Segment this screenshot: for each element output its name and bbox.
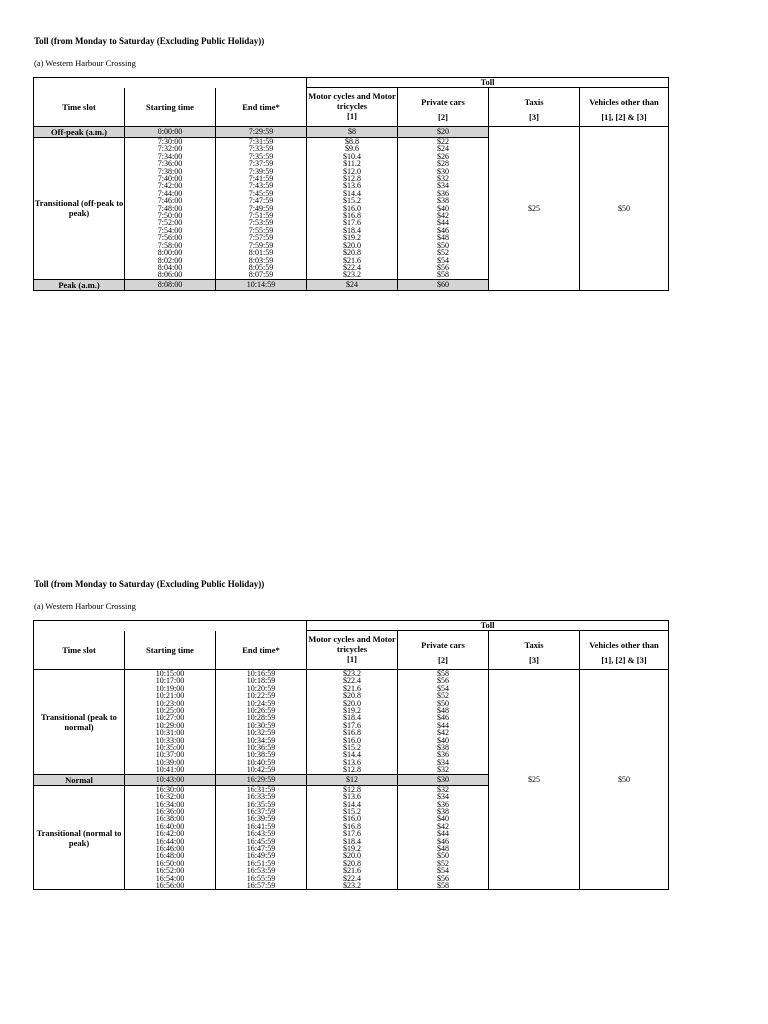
cell-motor: $21.6	[307, 257, 398, 264]
cell-end: 10:36:59	[216, 744, 307, 751]
cell-motor: $13.6	[307, 182, 398, 189]
cell-private: $56	[398, 677, 489, 684]
cell-motor: $19.2	[307, 707, 398, 714]
cell-private: $46	[398, 714, 489, 721]
end-time-header-label: End time*	[242, 101, 280, 112]
table-row	[34, 127, 669, 138]
motor-cycles-header	[307, 631, 398, 670]
cell-end: 16:37:59	[216, 808, 307, 815]
cell-private: $52	[398, 860, 489, 867]
cell-start: 7:50:00	[125, 212, 216, 219]
cell-start: 10:39:00	[125, 759, 216, 766]
private-cars-header-label: Private cars	[421, 639, 465, 650]
cell-motor: $20.8	[307, 249, 398, 256]
cell-start: 10:43:00	[125, 774, 216, 785]
cell-end: 16:33:59	[216, 793, 307, 800]
cell-end: 10:40:59	[216, 759, 307, 766]
cell-end: 7:43:59	[216, 182, 307, 189]
cell-start: 16:48:00	[125, 852, 216, 859]
private-cars-header	[398, 88, 489, 127]
motor-cycles-header-ref: [1]	[347, 654, 357, 664]
cell-private: $50	[398, 242, 489, 249]
header-row	[34, 88, 669, 127]
cell-private: $50	[398, 700, 489, 707]
cell-end: 7:57:59	[216, 234, 307, 241]
cell-start: 10:23:00	[125, 700, 216, 707]
cell-private: $36	[398, 190, 489, 197]
cell-motor: $15.2	[307, 808, 398, 815]
other-vehicles-toll: $50	[580, 127, 669, 291]
cell-private: $34	[398, 793, 489, 800]
cell-start: 10:33:00	[125, 737, 216, 744]
cell-motor: $18.4	[307, 714, 398, 721]
cell-end: 8:03:59	[216, 257, 307, 264]
cell-start: 16:34:00	[125, 801, 216, 808]
cell-private: $56	[398, 875, 489, 882]
time-slot-header	[34, 88, 125, 127]
toll-header: Toll	[307, 78, 669, 88]
toll-table	[33, 77, 669, 291]
cell-private: $32	[398, 785, 489, 793]
motor-cycles-header-ref: [1]	[347, 111, 357, 121]
cell-private: $38	[398, 197, 489, 204]
cell-start: 16:40:00	[125, 823, 216, 830]
cell-motor: $16.8	[307, 729, 398, 736]
cell-start: 16:32:00	[125, 793, 216, 800]
cell-end: 16:45:59	[216, 838, 307, 845]
cell-start: 7:44:00	[125, 190, 216, 197]
cell-start: 16:44:00	[125, 838, 216, 845]
cell-private: $50	[398, 852, 489, 859]
cell-private: $26	[398, 153, 489, 160]
cell-motor: $14.4	[307, 190, 398, 197]
cell-motor: $14.4	[307, 801, 398, 808]
cell-private: $30	[398, 168, 489, 175]
cell-private: $46	[398, 227, 489, 234]
cell-private: $30	[398, 774, 489, 785]
cell-start: 16:50:00	[125, 860, 216, 867]
cell-motor: $23.2	[307, 670, 398, 678]
cell-motor: $10.4	[307, 153, 398, 160]
other-vehicles-header-ref: [1], [2] & [3]	[601, 111, 647, 122]
cell-end: 10:26:59	[216, 707, 307, 714]
cell-motor: $11.2	[307, 160, 398, 167]
cell-start: 8:04:00	[125, 264, 216, 271]
cell-end: 16:41:59	[216, 823, 307, 830]
cell-start: 10:31:00	[125, 729, 216, 736]
cell-start: 10:37:00	[125, 751, 216, 758]
cell-private: $52	[398, 692, 489, 699]
cell-start: 8:08:00	[125, 279, 216, 290]
cell-private: $24	[398, 145, 489, 152]
other-vehicles-header-label: Vehicles other than	[589, 639, 659, 650]
cell-motor: $14.4	[307, 751, 398, 758]
time-slot-label: Transitional (off-peak to peak)	[34, 138, 125, 280]
section-subtitle: (a) Western Harbour Crossing	[34, 601, 136, 611]
cell-motor: $16.0	[307, 815, 398, 822]
cell-end: 16:29:59	[216, 774, 307, 785]
taxi-toll: $25	[489, 670, 580, 890]
cell-start: 10:41:00	[125, 766, 216, 774]
header-row-toll	[34, 621, 669, 631]
end-time-header	[216, 88, 307, 127]
cell-start: 10:15:00	[125, 670, 216, 678]
cell-private: $40	[398, 205, 489, 212]
starting-time-header-label: Starting time	[146, 101, 194, 112]
cell-start: 16:56:00	[125, 882, 216, 890]
cell-private: $48	[398, 707, 489, 714]
cell-motor: $12.8	[307, 766, 398, 774]
cell-motor: $22.4	[307, 875, 398, 882]
cell-start: 16:46:00	[125, 845, 216, 852]
end-time-header	[216, 631, 307, 670]
cell-end: 7:53:59	[216, 219, 307, 226]
cell-end: 7:39:59	[216, 168, 307, 175]
cell-end: 10:34:59	[216, 737, 307, 744]
cell-private: $32	[398, 175, 489, 182]
cell-end: 7:49:59	[216, 205, 307, 212]
taxis-header	[489, 88, 580, 127]
cell-private: $40	[398, 737, 489, 744]
cell-end: 16:49:59	[216, 852, 307, 859]
cell-start: 7:58:00	[125, 242, 216, 249]
cell-end: 16:35:59	[216, 801, 307, 808]
cell-motor: $12	[307, 774, 398, 785]
cell-motor: $17.6	[307, 219, 398, 226]
cell-motor: $21.6	[307, 867, 398, 874]
cell-motor: $22.4	[307, 677, 398, 684]
private-cars-header	[398, 631, 489, 670]
cell-end: 16:43:59	[216, 830, 307, 837]
cell-end: 7:29:59	[216, 127, 307, 138]
cell-motor: $20.0	[307, 242, 398, 249]
cell-private: $22	[398, 138, 489, 146]
toll-header: Toll	[307, 621, 669, 631]
taxis-header-ref: [3]	[529, 654, 539, 665]
cell-end: 10:14:59	[216, 279, 307, 290]
cell-motor: $19.2	[307, 234, 398, 241]
cell-private: $56	[398, 264, 489, 271]
cell-end: 10:16:59	[216, 670, 307, 678]
other-vehicles-header-ref: [1], [2] & [3]	[601, 654, 647, 665]
other-vehicles-header	[580, 88, 669, 127]
cell-end: 10:30:59	[216, 722, 307, 729]
cell-motor: $13.6	[307, 759, 398, 766]
cell-motor: $20.0	[307, 700, 398, 707]
section-title: Toll (from Monday to Saturday (Excluding Public Holiday))	[34, 36, 265, 46]
cell-motor: $12.8	[307, 175, 398, 182]
section-subtitle: (a) Western Harbour Crossing	[34, 58, 136, 68]
cell-motor: $16.8	[307, 212, 398, 219]
table-row	[34, 670, 669, 678]
cell-motor: $19.2	[307, 845, 398, 852]
cell-start: 16:54:00	[125, 875, 216, 882]
cell-end: 7:47:59	[216, 197, 307, 204]
cell-end: 10:28:59	[216, 714, 307, 721]
cell-start: 7:46:00	[125, 197, 216, 204]
private-cars-header-ref: [2]	[438, 654, 448, 665]
time-slot-label: Normal	[34, 774, 125, 785]
cell-private: $28	[398, 160, 489, 167]
cell-end: 7:45:59	[216, 190, 307, 197]
cell-start: 10:29:00	[125, 722, 216, 729]
cell-end: 10:22:59	[216, 692, 307, 699]
cell-start: 10:17:00	[125, 677, 216, 684]
cell-motor: $15.2	[307, 744, 398, 751]
cell-start: 10:19:00	[125, 685, 216, 692]
other-vehicles-header	[580, 631, 669, 670]
cell-private: $42	[398, 823, 489, 830]
cell-private: $60	[398, 279, 489, 290]
cell-private: $20	[398, 127, 489, 138]
header-row	[34, 631, 669, 670]
cell-end: 10:38:59	[216, 751, 307, 758]
motor-cycles-header-label: Motor cycles and Motor tricycles	[308, 91, 396, 111]
cell-private: $44	[398, 219, 489, 226]
cell-end: 10:18:59	[216, 677, 307, 684]
starting-time-header	[125, 631, 216, 670]
cell-motor: $23.2	[307, 271, 398, 279]
cell-start: 8:02:00	[125, 257, 216, 264]
cell-motor: $16.0	[307, 205, 398, 212]
cell-end: 16:55:59	[216, 875, 307, 882]
cell-motor: $20.8	[307, 860, 398, 867]
cell-end: 8:05:59	[216, 264, 307, 271]
cell-motor: $18.4	[307, 227, 398, 234]
taxis-header	[489, 631, 580, 670]
cell-start: 10:27:00	[125, 714, 216, 721]
cell-end: 7:55:59	[216, 227, 307, 234]
time-slot-header	[34, 631, 125, 670]
private-cars-header-label: Private cars	[421, 96, 465, 107]
cell-end: 8:07:59	[216, 271, 307, 279]
cell-start: 16:52:00	[125, 867, 216, 874]
cell-private: $40	[398, 815, 489, 822]
cell-private: $54	[398, 685, 489, 692]
cell-start: 8:00:00	[125, 249, 216, 256]
cell-end: 16:51:59	[216, 860, 307, 867]
cell-motor: $17.6	[307, 830, 398, 837]
cell-private: $38	[398, 808, 489, 815]
cell-start: 16:38:00	[125, 815, 216, 822]
cell-end: 7:35:59	[216, 153, 307, 160]
cell-private: $36	[398, 751, 489, 758]
time-slot-label: Peak (a.m.)	[34, 279, 125, 290]
cell-private: $34	[398, 759, 489, 766]
cell-end: 8:01:59	[216, 249, 307, 256]
cell-motor: $22.4	[307, 264, 398, 271]
time-slot-label: Off-peak (a.m.)	[34, 127, 125, 138]
cell-private: $48	[398, 845, 489, 852]
cell-end: 7:31:59	[216, 138, 307, 146]
cell-start: 0:00:00	[125, 127, 216, 138]
cell-private: $44	[398, 830, 489, 837]
cell-end: 7:37:59	[216, 160, 307, 167]
taxis-header-label: Taxis	[524, 96, 544, 107]
private-cars-header-ref: [2]	[438, 111, 448, 122]
cell-start: 16:30:00	[125, 785, 216, 793]
cell-start: 7:34:00	[125, 153, 216, 160]
cell-private: $44	[398, 722, 489, 729]
section-title: Toll (from Monday to Saturday (Excluding Public Holiday))	[34, 579, 265, 589]
cell-motor: $12.0	[307, 168, 398, 175]
cell-start: 8:06:00	[125, 271, 216, 279]
cell-start: 7:48:00	[125, 205, 216, 212]
cell-private: $58	[398, 670, 489, 678]
cell-end: 16:57:59	[216, 882, 307, 890]
motor-cycles-header	[307, 88, 398, 127]
cell-motor: $12.8	[307, 785, 398, 793]
header-row-toll	[34, 78, 669, 88]
cell-start: 7:38:00	[125, 168, 216, 175]
cell-start: 7:42:00	[125, 182, 216, 189]
cell-motor: $13.6	[307, 793, 398, 800]
cell-end: 10:42:59	[216, 766, 307, 774]
cell-private: $36	[398, 801, 489, 808]
cell-motor: $24	[307, 279, 398, 290]
cell-end: 10:32:59	[216, 729, 307, 736]
cell-motor: $20.8	[307, 692, 398, 699]
cell-end: 16:31:59	[216, 785, 307, 793]
cell-end: 10:24:59	[216, 700, 307, 707]
time-slot-header-label: Time slot	[62, 644, 96, 655]
cell-motor: $17.6	[307, 722, 398, 729]
taxis-header-ref: [3]	[529, 111, 539, 122]
cell-motor: $20.0	[307, 852, 398, 859]
cell-private: $42	[398, 729, 489, 736]
cell-private: $58	[398, 882, 489, 890]
other-vehicles-header-label: Vehicles other than	[589, 96, 659, 107]
other-vehicles-toll: $50	[580, 670, 669, 890]
cell-motor: $23.2	[307, 882, 398, 890]
cell-end: 7:59:59	[216, 242, 307, 249]
cell-end: 7:33:59	[216, 145, 307, 152]
cell-start: 7:36:00	[125, 160, 216, 167]
cell-private: $38	[398, 744, 489, 751]
cell-private: $34	[398, 182, 489, 189]
cell-end: 16:47:59	[216, 845, 307, 852]
motor-cycles-header-label: Motor cycles and Motor tricycles	[308, 634, 396, 654]
cell-start: 16:42:00	[125, 830, 216, 837]
cell-motor: $8.8	[307, 138, 398, 146]
cell-motor: $16.0	[307, 737, 398, 744]
cell-motor: $9.6	[307, 145, 398, 152]
cell-end: 16:53:59	[216, 867, 307, 874]
cell-private: $48	[398, 234, 489, 241]
time-slot-label: Transitional (peak to normal)	[41, 711, 117, 732]
cell-private: $52	[398, 249, 489, 256]
cell-start: 10:25:00	[125, 707, 216, 714]
cell-motor: $18.4	[307, 838, 398, 845]
time-slot-label: Transitional (normal to peak)	[34, 785, 125, 890]
end-time-header-label: End time*	[242, 644, 280, 655]
toll-table	[33, 620, 669, 890]
cell-private: $46	[398, 838, 489, 845]
cell-start: 10:21:00	[125, 692, 216, 699]
taxis-header-label: Taxis	[524, 639, 544, 650]
starting-time-header-label: Starting time	[146, 644, 194, 655]
cell-motor: $15.2	[307, 197, 398, 204]
cell-private: $54	[398, 867, 489, 874]
cell-end: 7:51:59	[216, 212, 307, 219]
cell-start: 7:30:00	[125, 138, 216, 146]
starting-time-header	[125, 88, 216, 127]
time-slot-header-label: Time slot	[62, 101, 96, 112]
cell-start: 10:35:00	[125, 744, 216, 751]
cell-motor: $21.6	[307, 685, 398, 692]
cell-start: 16:36:00	[125, 808, 216, 815]
cell-private: $32	[398, 766, 489, 774]
cell-start: 7:54:00	[125, 227, 216, 234]
cell-end: 16:39:59	[216, 815, 307, 822]
cell-end: 7:41:59	[216, 175, 307, 182]
cell-private: $42	[398, 212, 489, 219]
cell-start: 7:52:00	[125, 219, 216, 226]
cell-private: $58	[398, 271, 489, 279]
cell-private: $54	[398, 257, 489, 264]
taxi-toll: $25	[489, 127, 580, 291]
cell-motor: $8	[307, 127, 398, 138]
cell-end: 10:20:59	[216, 685, 307, 692]
cell-start: 7:56:00	[125, 234, 216, 241]
cell-start: 7:40:00	[125, 175, 216, 182]
cell-start: 7:32:00	[125, 145, 216, 152]
cell-motor: $16.8	[307, 823, 398, 830]
